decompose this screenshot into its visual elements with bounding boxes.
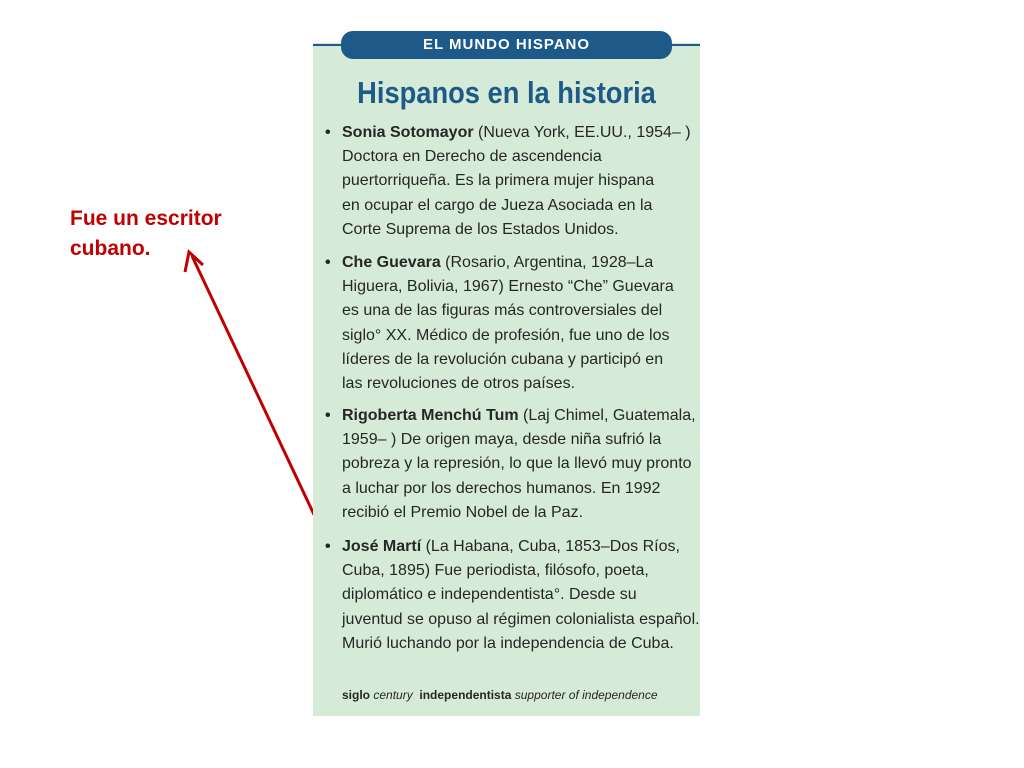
entry-line: diplomático e independentista°. Desde su — [342, 586, 637, 604]
entry-line: juventud se opuso al régimen colonialista español. — [342, 610, 700, 628]
entry-sotomayor — [325, 121, 692, 242]
entry-first-rest: (Laj Chimel, Guatemala, — [518, 407, 696, 424]
entry-line: Doctora en Derecho de ascendencia — [342, 148, 602, 166]
entry-line: Cuba, 1895) Fue periodista, filósofo, poeta, — [342, 562, 649, 580]
annotation-line: Fue un escritor — [70, 207, 222, 230]
entry-first-line — [342, 404, 696, 428]
entry-first-line — [342, 251, 692, 275]
bullet: • — [325, 124, 331, 141]
entry-first-line — [342, 535, 692, 559]
annotation-line: cubano. — [70, 237, 151, 260]
entry-line: pobreza y la represión, lo que la llevó muy pronto — [342, 455, 692, 473]
glossary-definition: supporter of independence — [514, 688, 658, 702]
glossary-footnote — [342, 688, 658, 702]
entry-menchu — [325, 404, 696, 525]
entry-line: Higuera, Bolivia, 1967) Ernesto “Che” Guevara — [342, 278, 674, 296]
bullet: • — [325, 407, 331, 424]
glossary-term: siglo — [342, 688, 371, 702]
entry-line: puertorriqueña. Es la primera mujer hispana — [342, 172, 655, 190]
entry-line: 1959– ) De origen maya, desde niña sufrió la — [342, 431, 662, 449]
entry-name: José Martí — [342, 538, 422, 555]
entry-line: Corte Suprema de los Estados Unidos. — [342, 220, 619, 238]
entry-first-line — [342, 121, 692, 145]
entry-name: Che Guevara — [342, 254, 441, 271]
annotation-text — [70, 204, 222, 264]
entry-line: es una de las figuras más controversiales del — [342, 302, 663, 320]
entry-line: siglo° XX. Médico de profesión, fue uno de los — [342, 326, 670, 344]
entry-name: Sonia Sotomayor — [342, 124, 474, 141]
card-title: Hispanos en la historia — [357, 75, 656, 110]
entry-line: las revoluciones de otros países. — [342, 375, 576, 393]
entry-first-rest: (Rosario, Argentina, 1928–La — [440, 254, 654, 271]
entry-line: recibió el Premio Nobel de la Paz. — [342, 503, 584, 521]
entry-line: Murió luchando por la independencia de Cuba. — [342, 634, 674, 652]
entry-marti — [325, 535, 700, 656]
entry-guevara — [325, 251, 692, 396]
entry-line: líderes de la revolución cubana y participó en — [342, 350, 664, 368]
entry-line: en ocupar el cargo de Jueza Asociada en la — [342, 196, 653, 214]
entry-line: a luchar por los derechos humanos. En 1992 — [342, 479, 661, 497]
entry-first-rest: (La Habana, Cuba, 1853–Dos Ríos, — [421, 538, 680, 555]
bullet: • — [325, 538, 331, 555]
entry-name: Rigoberta Menchú Tum — [342, 407, 519, 424]
glossary-term: independentista — [419, 688, 512, 702]
card-banner: EL MUNDO HISPANO — [341, 31, 672, 59]
bullet: • — [325, 254, 331, 271]
glossary-definition: century — [373, 688, 413, 702]
entry-first-rest: (Nueva York, EE.UU., 1954– ) — [473, 124, 691, 141]
arrow-shaft — [192, 256, 326, 540]
